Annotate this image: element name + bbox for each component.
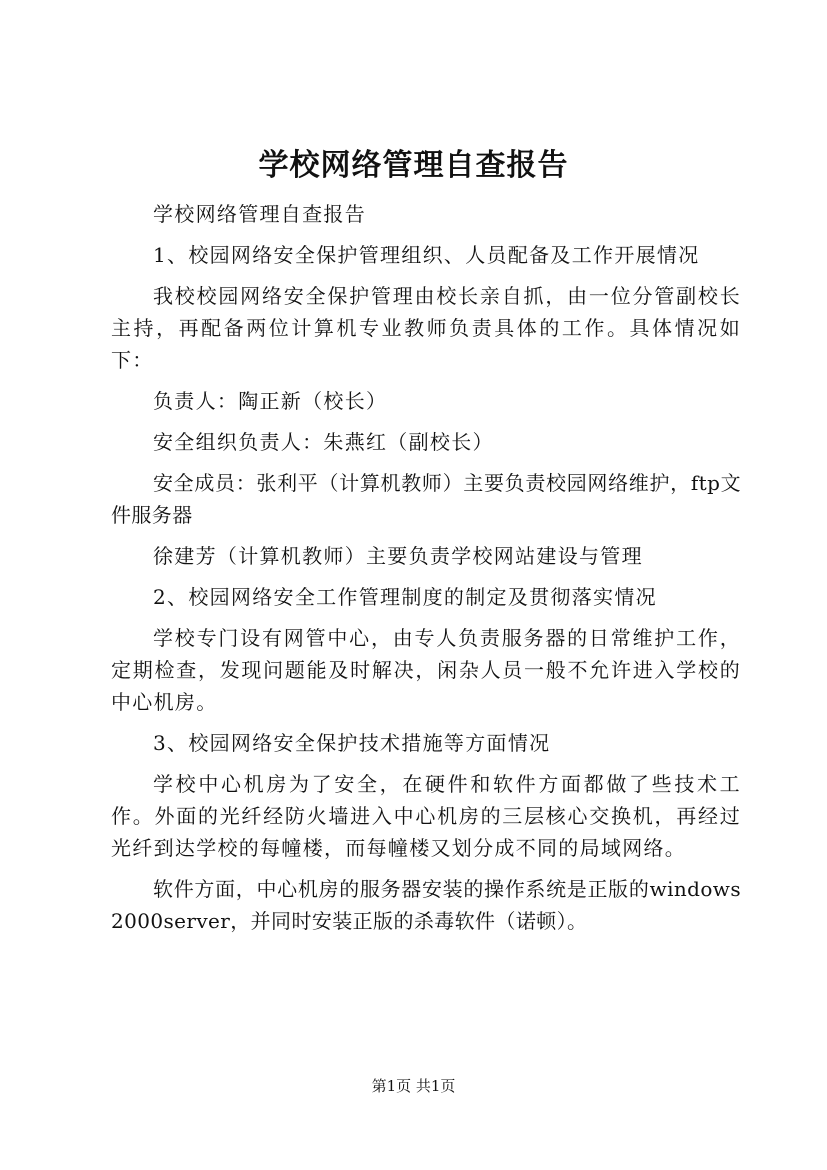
paragraph-security-member-1: 安全成员：张利平（计算机教师）主要负责校园网络维护，ftp文件服务器 <box>111 471 741 527</box>
paragraph-section-2-heading: 2、校园网络安全工作管理制度的制定及贯彻落实情况 <box>153 585 657 609</box>
paragraph-section-2-body: 学校专门设有网管中心，由专人负责服务器的日常维护工作，定期检查，发现问题能及时解决，闲杂人员一般不允许进入学校的中心机房。 <box>111 626 741 714</box>
document-body <box>111 198 741 946</box>
document-title: 学校网络管理自查报告 <box>258 148 569 183</box>
paragraph-responsible-person: 负责人：陶正新（校长） <box>153 389 388 413</box>
page-footer: 第1页 共1页 <box>371 1077 456 1095</box>
paragraph-section-3-hardware: 学校中心机房为了安全，在硬件和软件方面都做了些技术工作。外面的光纤经防火墙进入中心机房的三层核心交换机，再经过光纤到达学校的每幢楼，而每幢楼又划分成不同的局域网络。 <box>111 772 741 860</box>
paragraph-section-3-software: 软件方面，中心机房的服务器安装的操作系统是正版的windows2000server，并同时安装正版的杀毒软件（诺顿）。 <box>111 877 741 933</box>
paragraph-security-member-2: 徐建芳（计算机教师）主要负责学校网站建设与管理 <box>153 544 643 568</box>
paragraph-section-1-body: 我校校园网络安全保护管理由校长亲自抓，由一位分管副校长主持，再配备两位计算机专业教师负责具体的工作。具体情况如下： <box>111 284 741 372</box>
paragraph-section-3-heading: 3、校园网络安全保护技术措施等方面情况 <box>153 731 551 755</box>
paragraph-subtitle: 学校网络管理自查报告 <box>153 202 366 226</box>
paragraph-security-lead: 安全组织负责人：朱燕红（副校长） <box>153 430 494 454</box>
paragraph-section-1-heading: 1、校园网络安全保护管理组织、人员配备及工作开展情况 <box>153 243 700 267</box>
